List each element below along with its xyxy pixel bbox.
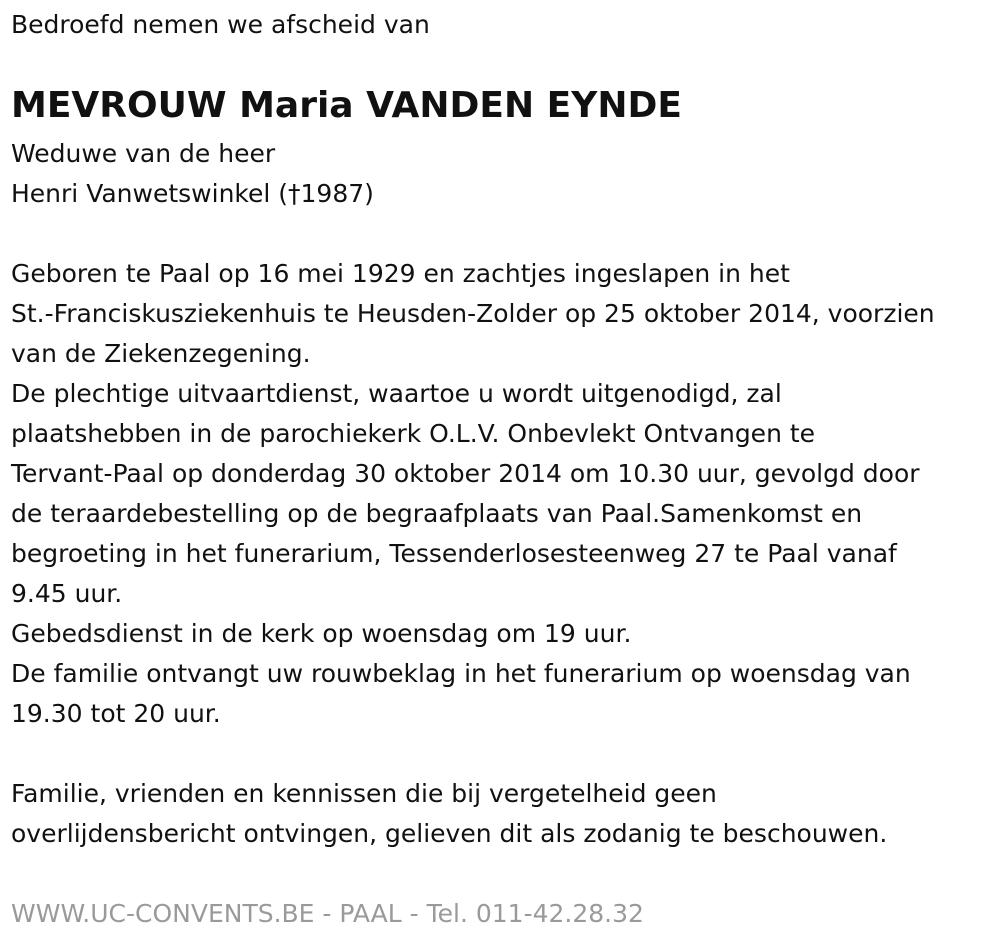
announcement-line: De plechtige uitvaartdienst, waartoe u wordt uitgenodigd, zal bbox=[11, 379, 782, 408]
closing-paragraph bbox=[11, 774, 887, 854]
spouse-line-1: Weduwe van de heer bbox=[11, 139, 276, 168]
announcement-line: De familie ontvangt uw rouwbeklag in het funerarium op woensdag van bbox=[11, 659, 911, 688]
announcement-line: de teraardebestelling op de begraafplaats van Paal.Samenkomst en bbox=[11, 499, 863, 528]
announcement-line: Geboren te Paal op 16 mei 1929 en zachtjes ingeslapen in het bbox=[11, 259, 790, 288]
announcement-line: van de Ziekenzegening. bbox=[11, 339, 311, 368]
announcement-line: 9.45 uur. bbox=[11, 579, 123, 608]
announcement-line: Gebedsdienst in de kerk op woensdag om 19 uur. bbox=[11, 619, 632, 648]
deceased-name: MEVROUW Maria VANDEN EYNDE bbox=[11, 85, 682, 126]
announcement-line: 19.30 tot 20 uur. bbox=[11, 699, 221, 728]
announcement-line: Tervant-Paal op donderdag 30 oktober 2014 om 10.30 uur, gevolgd door bbox=[11, 459, 920, 488]
spouse-info bbox=[11, 134, 374, 214]
footer-contact: WWW.UC-CONVENTS.BE - PAAL - Tel. 011-42.28.32 bbox=[11, 899, 644, 928]
announcement-line: St.-Franciskusziekenhuis te Heusden-Zolder op 25 oktober 2014, voorzien bbox=[11, 299, 935, 328]
spouse-line-2: Henri Vanwetswinkel (†1987) bbox=[11, 179, 374, 208]
announcement-line: begroeting in het funerarium, Tessenderlosesteenweg 27 te Paal vanaf bbox=[11, 539, 897, 568]
closing-line: Familie, vrienden en kennissen die bij vergetelheid geen bbox=[11, 779, 717, 808]
announcement-paragraph bbox=[11, 254, 935, 734]
closing-line: overlijdensbericht ontvingen, gelieven dit als zodanig te beschouwen. bbox=[11, 819, 888, 848]
intro-text: Bedroefd nemen we afscheid van bbox=[11, 10, 430, 39]
announcement-line: plaatshebben in de parochiekerk O.L.V. Onbevlekt Ontvangen te bbox=[11, 419, 816, 448]
